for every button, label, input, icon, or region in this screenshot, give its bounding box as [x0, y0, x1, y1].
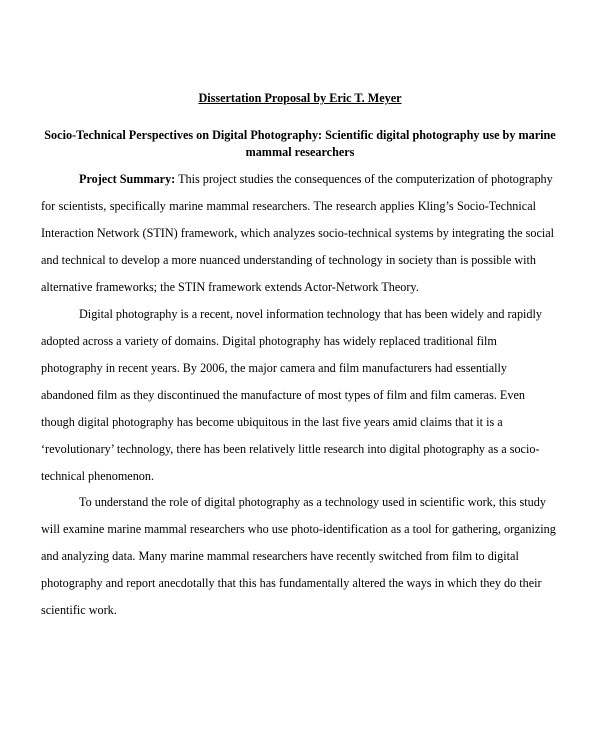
- paragraph-1-line-1: [79, 172, 553, 187]
- project-summary-label: Project Summary:: [79, 172, 176, 186]
- paragraph-1-line-4: and technical to develop a more nuanced understanding of technology in society than is possible with: [41, 253, 536, 267]
- paragraph-1-line-2: for scientists, specifically marine mammal researchers. The research applies Kling’s Socio-Technical: [41, 199, 536, 213]
- paragraph-2-line-4: abandoned film as they discontinued the manufacture of most types of film and film cameras. Even: [41, 388, 525, 402]
- paragraph-1-line-3: Interaction Network (STIN) framework, which analyzes socio-technical systems by integrating the social: [41, 226, 555, 240]
- paragraph-line-text: This project studies the consequences of the computerization of photography: [178, 172, 553, 186]
- paragraph-2-line-1: Digital photography is a recent, novel information technology that has been widely and rapidly: [79, 307, 543, 321]
- document-title: Dissertation Proposal by Eric T. Meyer: [198, 91, 402, 105]
- document-subtitle-line-2: mammal researchers: [245, 145, 355, 159]
- paragraph-3-line-5: scientific work.: [41, 603, 117, 617]
- paragraph-2-line-5: though digital photography has become ubiquitous in the last five years amid claims that it is a: [41, 415, 503, 429]
- paragraph-3-line-4: photography and report anecdotally that this has fundamentally altered the ways in which they do their: [41, 576, 542, 590]
- paragraph-1-line-5: alternative frameworks; the STIN framework extends Actor-Network Theory.: [41, 280, 419, 294]
- paragraph-2-line-6: ‘revolutionary’ technology, there has been relatively little research into digital photography as a socio-: [41, 442, 540, 456]
- paragraph-2-line-2: adopted across a variety of domains. Digital photography has widely replaced traditional film: [41, 334, 497, 348]
- paragraph-3-line-1: To understand the role of digital photography as a technology used in scientific work, this study: [79, 495, 546, 509]
- paragraph-3-line-3: and analyzing data. Many marine mammal researchers have recently switched from film to digital: [41, 549, 519, 563]
- paragraph-2-line-7: technical phenomenon.: [41, 469, 155, 483]
- paragraph-3-line-2: will examine marine mammal researchers who use photo-identification as a tool for gathering, organizing: [41, 522, 556, 536]
- document-subtitle-line-1: Socio-Technical Perspectives on Digital Photography: Scientific digital photography use by marine: [44, 128, 556, 142]
- paragraph-2-line-3: photography in recent years. By 2006, the major camera and film manufacturers had essentially: [41, 361, 508, 375]
